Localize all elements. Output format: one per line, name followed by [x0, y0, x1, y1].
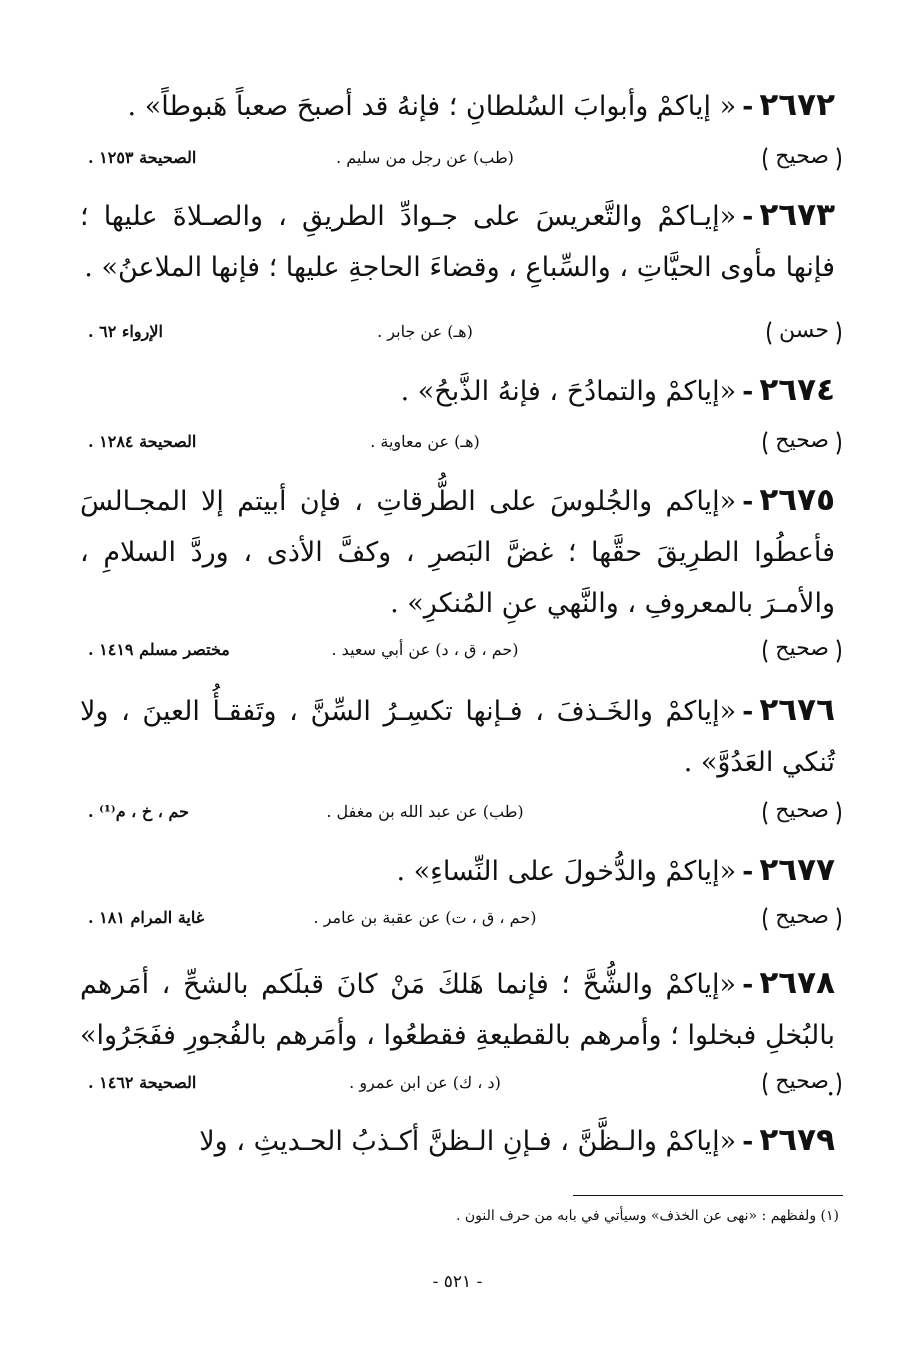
- hadith-text: «إياكمْ والـظَّنَّ ، فـإنِ الـظنَّ أكـذبُ الحـديثِ ، ولا: [199, 1126, 737, 1157]
- hadith-2678-source: [88, 1063, 835, 1103]
- grade-label: صحيح: [769, 138, 835, 176]
- grade-label: صحيح: [769, 792, 835, 830]
- reference: غاية المرام ١٨١ .: [88, 908, 205, 927]
- reference: الإرواء ٦٢ .: [88, 322, 163, 341]
- hadith-text: « إياكمْ وأبوابَ السُلطانِ ؛ فإنهُ قد أصبحَ صعباً هَبوطاً» .: [127, 91, 737, 122]
- narrator: (طب) عن رجل من سليم .: [336, 148, 514, 167]
- hadith-number: ٢٦٧٥: [759, 482, 835, 518]
- hadith-number: ٢٦٧٣: [759, 197, 835, 233]
- hadith-text: «إياكمْ والخَـذفَ ، فـإنها تكسِـرُ السِّنَّ ، وتَفقـأُ العينَ ، ولا تُنكي العَدُوَّ» .: [80, 696, 835, 778]
- hadith-2677: ٢٦٧٧-«إياكمْ والدُّخولَ على النِّساءِ» .: [396, 852, 835, 888]
- hadith-2679: ٢٦٧٩-«إياكمْ والـظَّنَّ ، فـإنِ الـظنَّ أكـذبُ الحـديثِ ، ولا: [199, 1122, 835, 1158]
- hadith-2676: ٢٦٧٦-«إياكمْ والخَـذفَ ، فـإنها تكسِـرُ السِّنَّ ، وتَفقـأُ العينَ ، ولا تُنكي العَدُوَّ» .: [80, 692, 835, 778]
- footnote: (١) ولفظهم : «نهى عن الخذف» وسيأتي في بابه من حرف النون .: [455, 1208, 839, 1224]
- hadith-number: ٢٦٧٢: [759, 87, 835, 123]
- hadith-2675: ٢٦٧٥-«إياكم والجُلوسَ على الطُّرقاتِ ، فإن أبيتم إلا المجـالسَ فأعطُوا الطرِيقَ حقَّها ؛ غضَّ البَصرِ ، وكفَّ الأذى ، وردَّ السلامِ ، والأمـرَ بالمعروفِ ، والنَّهي عنِ المُنكرِ» .: [80, 482, 835, 619]
- hadith-number: ٢٦٧٨: [759, 965, 835, 1001]
- hadith-number: ٢٦٧٤: [759, 372, 835, 408]
- hadith-text: «إياكم والجُلوسَ على الطُّرقاتِ ، فإن أبيتم إلا المجـالسَ فأعطُوا الطرِيقَ حقَّها ؛ غضَّ البَصرِ ، وكفَّ الأذى ، وردَّ السلامِ ، والأمـرَ بالمعروفِ ، والنَّهي عنِ المُنكرِ» .: [80, 486, 835, 619]
- hadith-2676-source: [88, 792, 835, 832]
- hadith-text: «إياكمْ والتمادُحَ ، فإنهُ الذَّبحُ» .: [400, 376, 737, 407]
- footnote-divider: [573, 1195, 843, 1196]
- hadith-text: «إيـاكمْ والتَّعريسَ على جـوادِّ الطريقِ ، والصـلاةَ عليها ؛ فإنها مأوى الحيَّاتِ ، والسِّباعِ ، وقضاءَ الحاجةِ عليها ؛ فإنها الملاعنُ» .: [80, 201, 835, 283]
- narrator: (حم ، ق ، ت) عن عقبة بن عامر .: [313, 908, 537, 927]
- reference: مختصر مسلم ١٤١٩ .: [88, 640, 230, 659]
- hadith-2672: ٢٦٧٢-« إياكمْ وأبوابَ السُلطانِ ؛ فإنهُ قد أصبحَ صعباً هَبوطاً» .: [127, 87, 835, 123]
- hadith-text: «إياكمْ والشُّحَّ ؛ فإنما هَلكَ مَنْ كانَ قبلَكم بالشحِّ ، أمَرهم بالبُخلِ فبخلوا ؛ وأمرهم بالقطيعةِ فقطعُوا ، وأمَرهم بالفُجورِ ففَجَرُوا» .: [80, 969, 835, 1102]
- grade-label: صحيح: [769, 1063, 835, 1101]
- narrator: (حم ، ق ، د) عن أبي سعيد .: [331, 640, 519, 659]
- hadith-2673-source: [88, 312, 835, 352]
- hadith-2672-source: [88, 138, 835, 178]
- hadith-2673: ٢٦٧٣-«إيـاكمْ والتَّعريسَ على جـوادِّ الطريقِ ، والصـلاةَ عليها ؛ فإنها مأوى الحيَّاتِ ، والسِّباعِ ، وقضاءَ الحاجةِ عليها ؛ فإنها الملاعنُ» .: [80, 197, 835, 283]
- page-number: - ٥٢١ -: [432, 1272, 483, 1292]
- grade-label: حسن: [773, 312, 835, 350]
- hadith-number: ٢٦٧٦: [759, 692, 835, 728]
- reference: الصحيحة ١٢٨٤ .: [88, 432, 197, 451]
- grade-label: صحيح: [769, 898, 835, 936]
- narrator: (هـ) عن جابر .: [377, 322, 473, 341]
- grade-label: صحيح: [769, 630, 835, 668]
- narrator: (د ، ك) عن ابن عمرو .: [349, 1073, 501, 1092]
- narrator: (طب) عن عبد الله بن مغفل .: [326, 802, 524, 821]
- hadith-text: «إياكمْ والدُّخولَ على النِّساءِ» .: [396, 856, 737, 887]
- narrator: (هـ) عن معاوية .: [370, 432, 480, 451]
- reference: الصحيحة ١٢٥٣ .: [88, 148, 197, 167]
- hadith-2674-source: [88, 422, 835, 462]
- reference: الصحيحة ١٤٦٢ .: [88, 1073, 197, 1092]
- hadith-number: ٢٦٧٧: [759, 852, 835, 888]
- reference: حم ، خ ، م⁽¹⁾ .: [88, 802, 190, 821]
- grade-label: صحيح: [769, 422, 835, 460]
- hadith-2675-source: [88, 630, 835, 670]
- hadith-number: ٢٦٧٩: [759, 1122, 835, 1158]
- hadith-2678: ٢٦٧٨-«إياكمْ والشُّحَّ ؛ فإنما هَلكَ مَنْ كانَ قبلَكم بالشحِّ ، أمَرهم بالبُخلِ فبخلوا ؛ وأمرهم بالقطيعةِ فقطعُوا ، وأمَرهم بالفُجورِ ففَجَرُوا» .: [80, 965, 835, 1102]
- hadith-2674: ٢٦٧٤-«إياكمْ والتمادُحَ ، فإنهُ الذَّبحُ» .: [400, 372, 835, 408]
- hadith-2677-source: [88, 898, 835, 938]
